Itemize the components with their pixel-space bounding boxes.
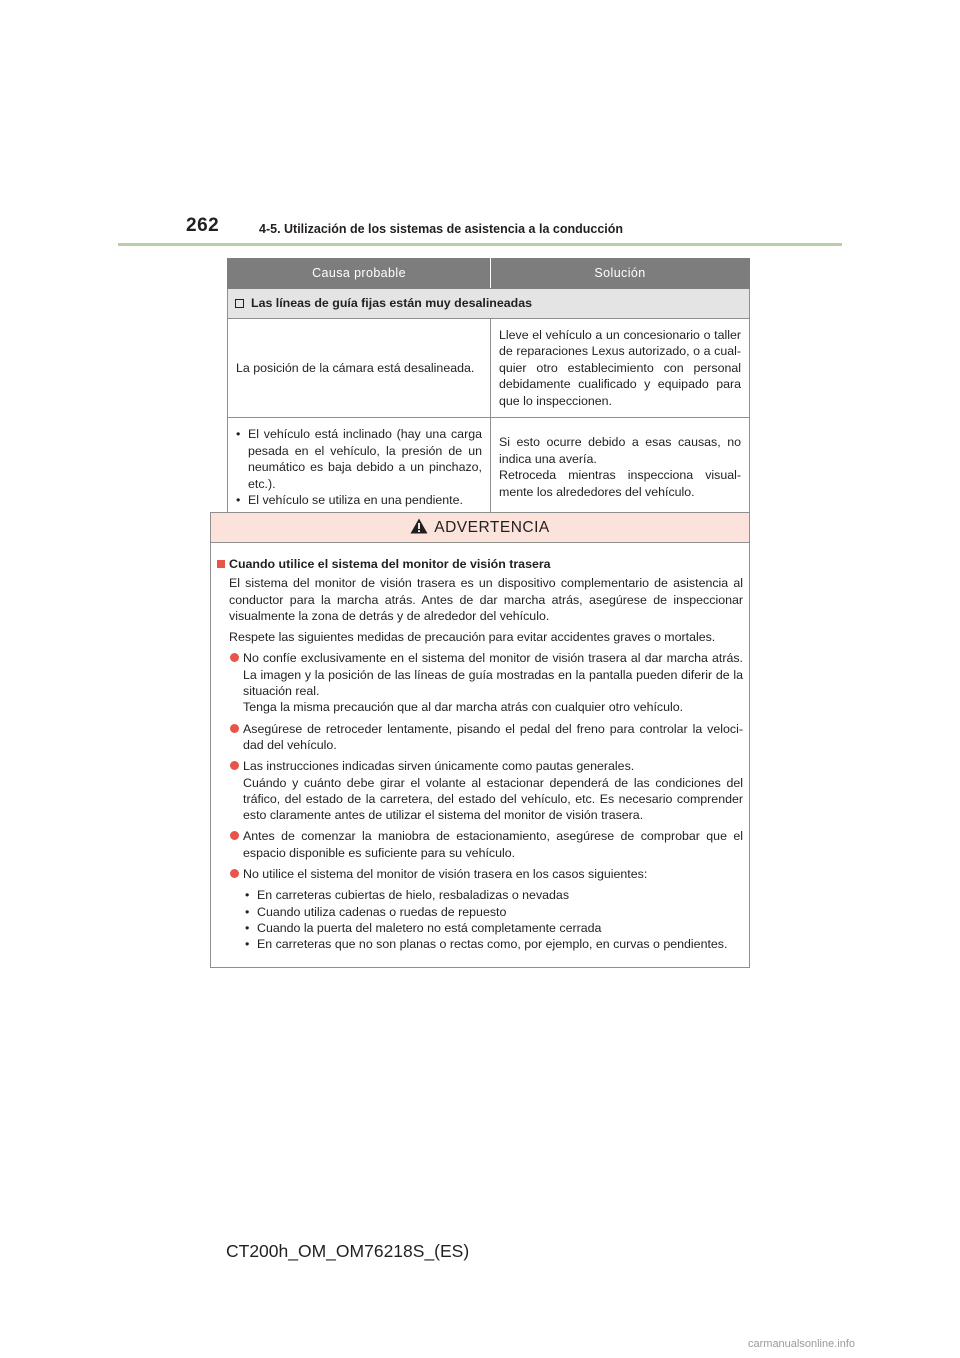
table-header-row <box>228 259 750 289</box>
table-subheading-row <box>228 289 750 319</box>
column-header-solution: Solución <box>491 259 750 289</box>
header-rule <box>118 243 842 246</box>
table-row <box>228 318 750 418</box>
cause-list <box>236 426 482 509</box>
warning-body <box>211 543 749 953</box>
table-subheading <box>228 289 750 319</box>
watermark: carmanualsonline.info <box>748 1338 856 1350</box>
solution-text: Si esto ocurre debido a esas causas, no indica una avería. <box>499 435 741 466</box>
document-code: CT200h_OM_OM76218S_(ES) <box>226 1241 470 1261</box>
list-item <box>217 721 743 754</box>
warning-header <box>211 513 749 543</box>
cause-cell: La posición de la cámara está desalineada. <box>228 318 491 418</box>
circle-bullet-icon <box>230 761 239 770</box>
warning-triangle-icon <box>410 515 428 544</box>
troubleshooting-table <box>227 258 750 518</box>
list-item <box>217 866 743 882</box>
list-item: • Cuando la puerta del maletero no está completamente cerrada <box>243 920 743 936</box>
warning-box <box>210 512 750 968</box>
solution-cell: Lleve el vehículo a un concesionario o taller de reparaciones Lexus autorizado, o a cual-quier otro establecimiento con personal debidamente cualificado y equipado para que lo inspeccionen. <box>491 318 750 418</box>
square-bullet-icon <box>217 560 225 568</box>
item-text: Tenga la misma precaución que al dar marcha atrás con cualquier otro vehículo. <box>243 700 684 715</box>
warning-heading-text: Cuando utilice el sistema del monitor de visión trasera <box>229 557 551 571</box>
page-number: 262 <box>186 215 220 236</box>
section-title: 4-5. Utilización de los sistemas de asistencia a la conducción <box>259 222 624 236</box>
list-item: • En carreteras cubiertas de hielo, resbaladizas o nevadas <box>243 887 743 903</box>
circle-bullet-icon <box>230 653 239 662</box>
list-item: • En carreteras que no son planas o rectas como, por ejemplo, en curvas o pendientes. <box>243 936 743 952</box>
solution-text: Retroceda mientras inspecciona visual-mente los alrededores del vehículo. <box>499 468 741 499</box>
column-header-cause: Causa probable <box>228 259 491 289</box>
checkbox-square-icon <box>235 299 244 308</box>
cause-cell <box>228 418 491 518</box>
list-item: • Cuando utiliza cadenas o ruedas de repuesto <box>243 904 743 920</box>
list-item <box>217 758 743 823</box>
item-text: Asegúrese de retroceder lentamente, pisando el pedal del freno para controlar la veloci-dad del vehículo. <box>243 721 743 752</box>
solution-cell <box>491 418 750 518</box>
item-text: No utilice el sistema del monitor de visión trasera en los casos siguientes: <box>243 867 648 882</box>
cases-list <box>217 887 743 952</box>
item-text: Antes de comenzar la maniobra de estacionamiento, asegúrese de comprobar que el espacio disponible es suficiente para su vehículo. <box>243 829 743 860</box>
item-text: Cuándo y cuánto debe girar el volante al estacionar dependerá de las condiciones del tráfico, del estado de la carretera, del estado del vehículo, etc. Es necesario comprender esto claramente antes de utilizar el sistema del monitor de visión trasera. <box>243 775 743 823</box>
item-text: No confíe exclusivamente en el sistema del monitor de visión trasera al dar marcha atrás. La imagen y la posición de las líneas de guía mostradas en la pantalla pueden diferir de la situación real. <box>243 651 743 699</box>
item-text: Las instrucciones indicadas sirven únicamente como pautas generales. <box>243 759 635 774</box>
list-item <box>217 650 743 715</box>
circle-bullet-icon <box>230 831 239 840</box>
circle-bullet-icon <box>230 869 239 878</box>
warning-title: ADVERTENCIA <box>434 519 550 536</box>
list-item: • El vehículo está inclinado (hay una carga pesada en el vehículo, la presión de un neumático es baja debido a un pinchazo, etc.). <box>236 426 482 492</box>
list-item <box>217 828 743 861</box>
subheading-text: Las líneas de guía fijas están muy desalineadas <box>251 296 532 310</box>
warning-heading <box>217 556 743 572</box>
list-item: • El vehículo se utiliza en una pendiente. <box>236 492 482 509</box>
table-row <box>228 418 750 518</box>
circle-bullet-icon <box>230 724 239 733</box>
warning-intro: El sistema del monitor de visión trasera es un dispositivo complementario de asistencia al conductor para la marcha atrás. Antes de dar marcha atrás, asegúrese de inspeccionar visualmente la zona de detrás y de alrededor del vehículo. <box>229 576 743 623</box>
warning-precautions-intro: Respete las siguientes medidas de precaución para evitar accidentes graves o mortales. <box>229 630 716 645</box>
